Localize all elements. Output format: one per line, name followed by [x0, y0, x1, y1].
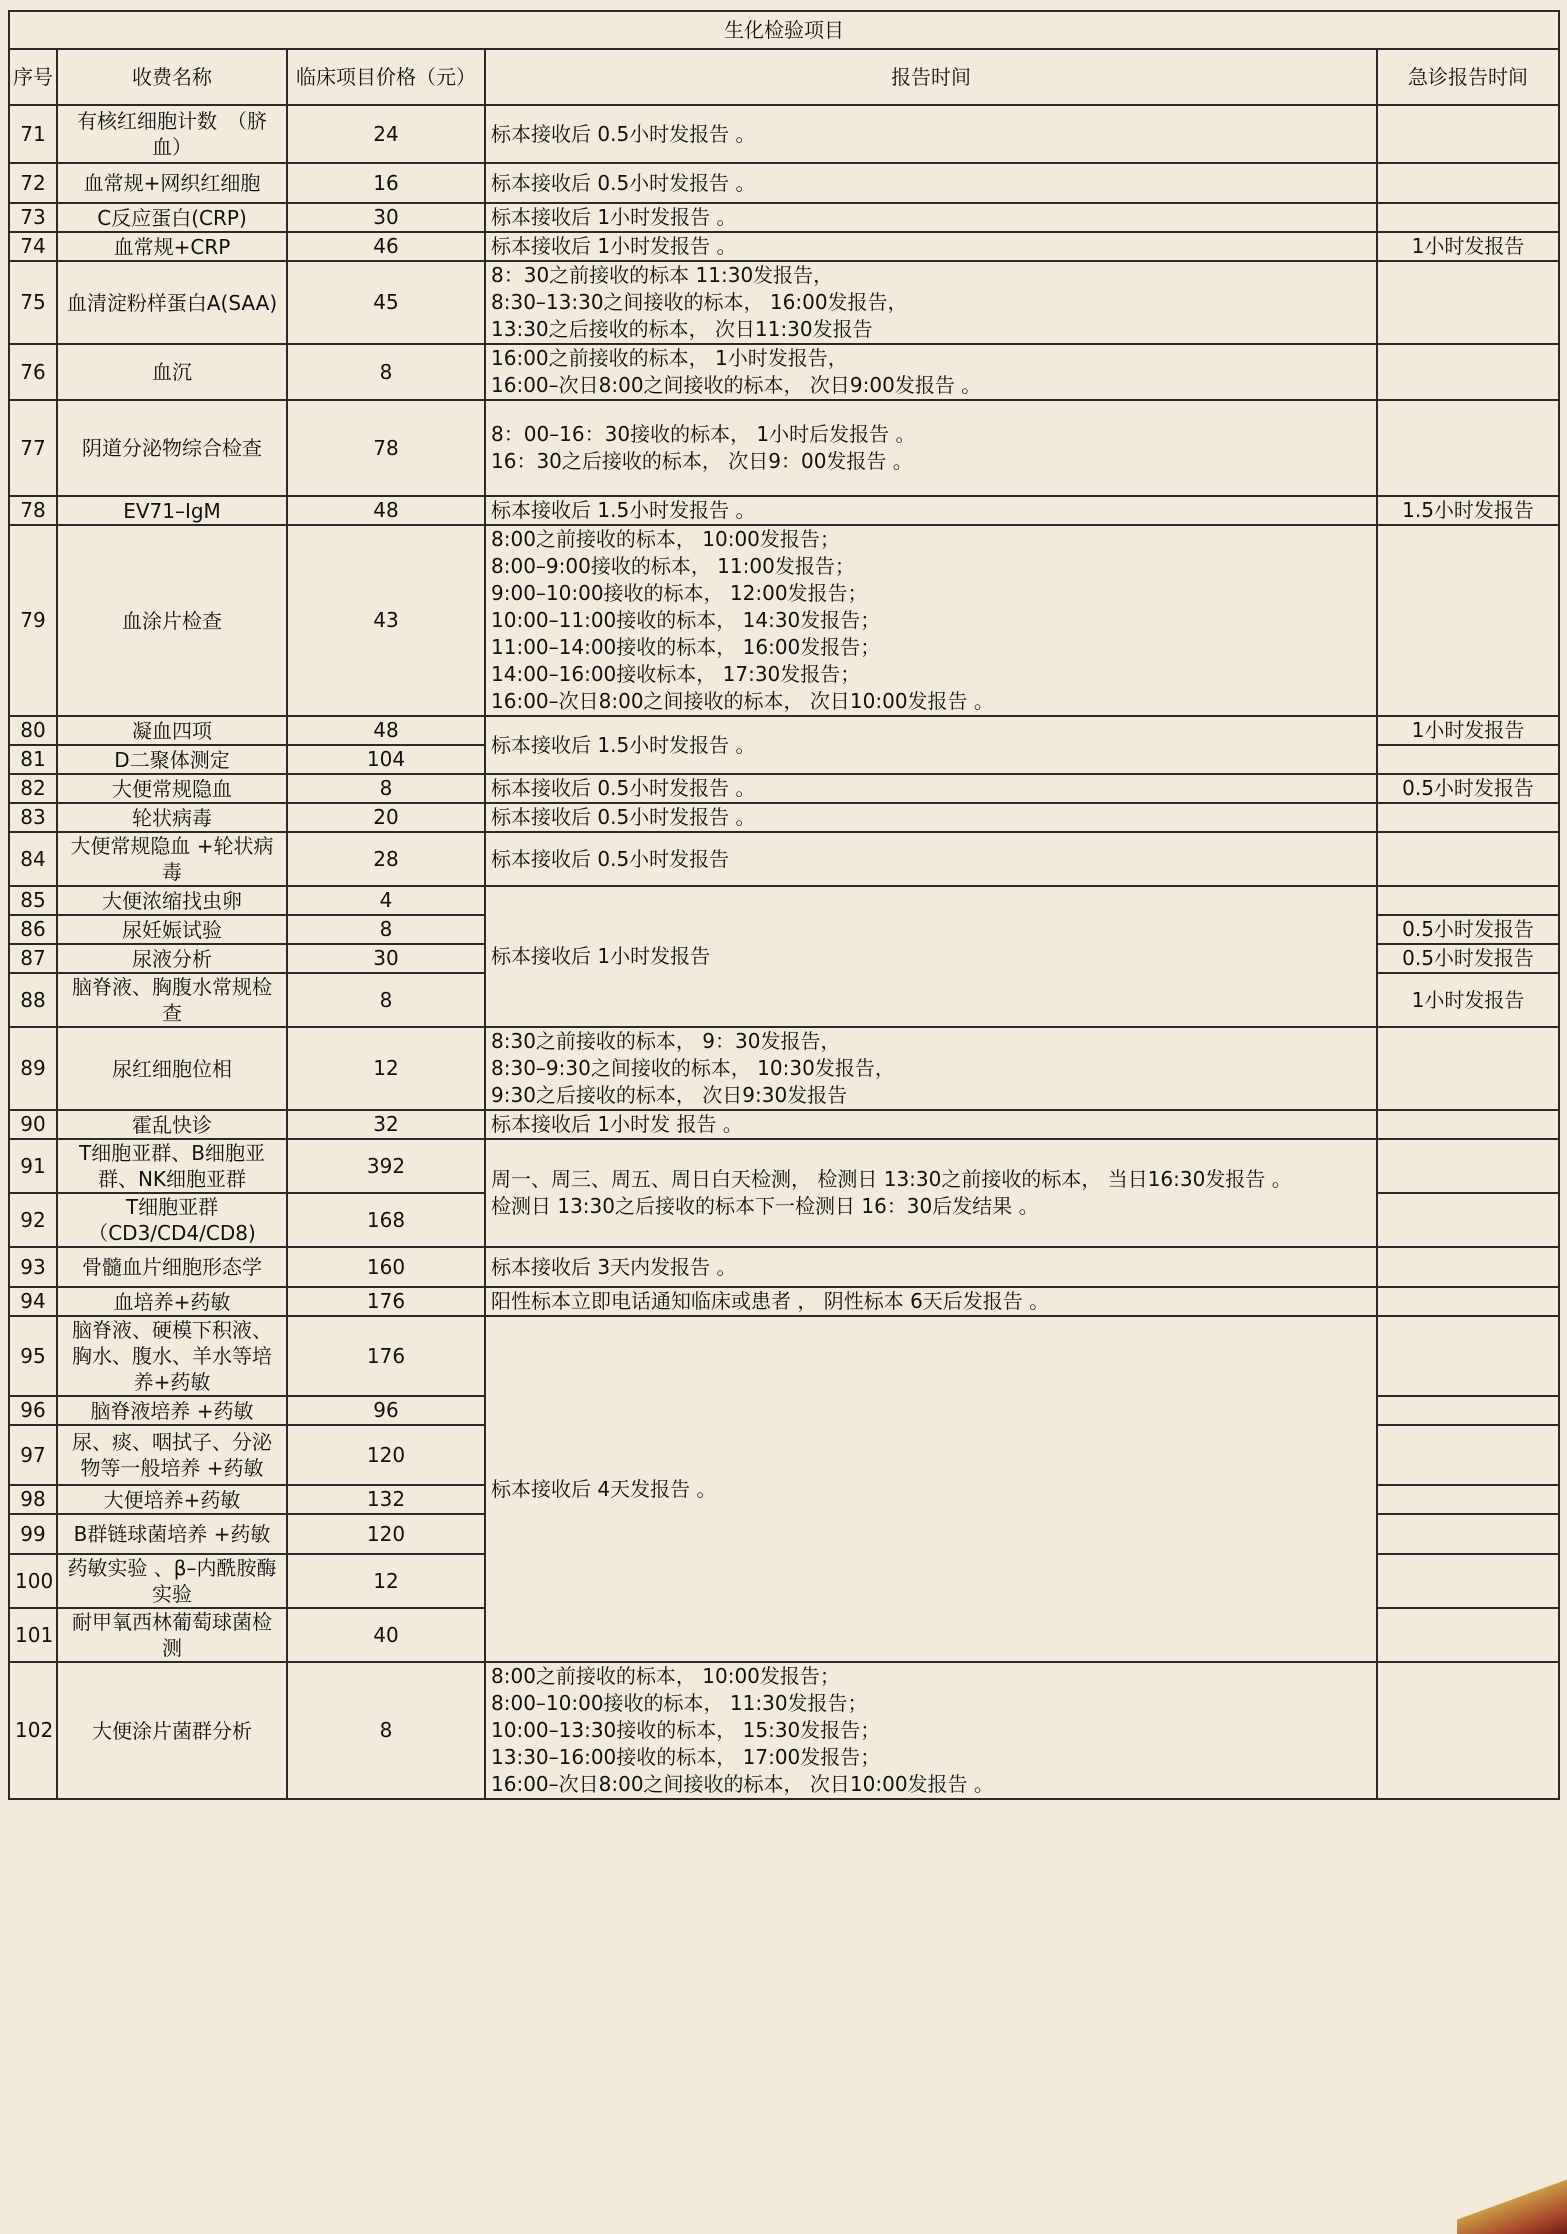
table-row: [9, 525, 1559, 716]
row-number: 73: [9, 203, 57, 232]
item-name: 尿红细胞位相: [57, 1027, 287, 1110]
table-row: [9, 1139, 1559, 1193]
row-number: 74: [9, 232, 57, 261]
row-number: 102: [9, 1662, 57, 1799]
table-row: [9, 1316, 1559, 1396]
item-name: 阴道分泌物综合检查: [57, 400, 287, 496]
row-number: 94: [9, 1287, 57, 1316]
report-time: 标本接收后 1小时发报告 。: [485, 203, 1377, 232]
emergency-time: [1377, 1485, 1559, 1514]
item-price: 8: [287, 774, 485, 803]
row-number: 97: [9, 1425, 57, 1485]
row-number: 76: [9, 344, 57, 400]
report-time: 标本接收后 0.5小时发报告 。: [485, 105, 1377, 163]
emergency-time: [1377, 1110, 1559, 1139]
report-time: 标本接收后 1小时发 报告 。: [485, 1110, 1377, 1139]
row-number: 75: [9, 261, 57, 344]
lab-items-table: [8, 10, 1560, 1800]
item-name: 大便培养+药敏: [57, 1485, 287, 1514]
emergency-time: [1377, 1608, 1559, 1662]
item-price: 4: [287, 886, 485, 915]
report-time: 标本接收后 0.5小时发报告: [485, 832, 1377, 886]
table-row: [9, 203, 1559, 232]
item-price: 20: [287, 803, 485, 832]
table-row: [9, 400, 1559, 496]
header-price: 临床项目价格（元）: [287, 49, 485, 105]
item-price: 43: [287, 525, 485, 716]
item-name: B群链球菌培养 +药敏: [57, 1514, 287, 1554]
item-name: 尿液分析: [57, 944, 287, 973]
emergency-time: 1小时发报告: [1377, 716, 1559, 745]
report-time: 标本接收后 1.5小时发报告 。: [485, 716, 1377, 774]
item-name: 脑脊液培养 +药敏: [57, 1396, 287, 1425]
emergency-time: [1377, 400, 1559, 496]
table-title: 生化检验项目: [9, 11, 1559, 49]
row-number: 79: [9, 525, 57, 716]
table-row: [9, 1662, 1559, 1799]
report-time: 标本接收后 3天内发报告 。: [485, 1247, 1377, 1287]
row-number: 95: [9, 1316, 57, 1396]
item-price: 45: [287, 261, 485, 344]
item-price: 32: [287, 1110, 485, 1139]
item-name: 大便常规隐血 +轮状病毒: [57, 832, 287, 886]
emergency-time: [1377, 203, 1559, 232]
row-number: 85: [9, 886, 57, 915]
item-price: 48: [287, 716, 485, 745]
table-row: [9, 496, 1559, 525]
item-name: 药敏实验 、β–内酰胺酶实验: [57, 1554, 287, 1608]
item-name: 有核红细胞计数 （脐血）: [57, 105, 287, 163]
item-price: 24: [287, 105, 485, 163]
row-number: 92: [9, 1193, 57, 1247]
emergency-time: 0.5小时发报告: [1377, 944, 1559, 973]
item-name: 尿妊娠试验: [57, 915, 287, 944]
emergency-time: 1小时发报告: [1377, 232, 1559, 261]
header-name: 收费名称: [57, 49, 287, 105]
table-row: [9, 803, 1559, 832]
table-row: [9, 832, 1559, 886]
item-name: D二聚体测定: [57, 745, 287, 774]
table-row: [9, 163, 1559, 203]
emergency-time: [1377, 344, 1559, 400]
item-price: 8: [287, 915, 485, 944]
emergency-time: [1377, 1027, 1559, 1110]
emergency-time: [1377, 745, 1559, 774]
item-price: 96: [287, 1396, 485, 1425]
table-row: [9, 886, 1559, 915]
report-time: 8:00之前接收的标本， 10:00发报告； 8:00–10:00接收的标本， 11:30发报告； 10:00–13:30接收的标本， 15:30发报告； 13:30–16:00接收的标本， 17:00发报告； 16:00–次日8:00之间接收的标本， 次日10:00发报告 。: [485, 1662, 1377, 1799]
header-report: 报告时间: [485, 49, 1377, 105]
item-price: 132: [287, 1485, 485, 1514]
emergency-time: [1377, 803, 1559, 832]
item-name: T细胞亚群 （CD3/CD4/CD8): [57, 1193, 287, 1247]
row-number: 90: [9, 1110, 57, 1139]
emergency-time: [1377, 261, 1559, 344]
table-row: [9, 716, 1559, 745]
emergency-time: [1377, 1554, 1559, 1608]
row-number: 91: [9, 1139, 57, 1193]
decorative-corner: [1457, 2164, 1567, 2234]
item-price: 120: [287, 1425, 485, 1485]
item-name: 轮状病毒: [57, 803, 287, 832]
report-time: 8:00之前接收的标本， 10:00发报告； 8:00–9:00接收的标本， 11:00发报告； 9:00–10:00接收的标本， 12:00发报告； 10:00–11:00接收的标本， 14:30发报告； 11:00–14:00接收的标本， 16:00发报告； 14:00–16:00接收标本， 17:30发报告； 16:00–次日8:00之间接收的标本， 次日10:00发报告 。: [485, 525, 1377, 716]
row-number: 99: [9, 1514, 57, 1554]
report-time: 标本接收后 1.5小时发报告 。: [485, 496, 1377, 525]
emergency-time: [1377, 1287, 1559, 1316]
table-row: [9, 232, 1559, 261]
row-number: 89: [9, 1027, 57, 1110]
row-number: 81: [9, 745, 57, 774]
item-name: C反应蛋白(CRP): [57, 203, 287, 232]
emergency-time: [1377, 1193, 1559, 1247]
emergency-time: [1377, 1514, 1559, 1554]
table-row: [9, 774, 1559, 803]
item-price: 12: [287, 1027, 485, 1110]
item-name: 耐甲氧西林葡萄球菌检测: [57, 1608, 287, 1662]
table-row: [9, 1247, 1559, 1287]
item-name: 大便常规隐血: [57, 774, 287, 803]
report-time: 标本接收后 1小时发报告 。: [485, 232, 1377, 261]
emergency-time: [1377, 1139, 1559, 1193]
emergency-time: 1小时发报告: [1377, 973, 1559, 1027]
row-number: 93: [9, 1247, 57, 1287]
report-time: 周一、周三、周五、周日白天检测， 检测日 13:30之前接收的标本， 当日16:30发报告 。 检测日 13:30之后接收的标本下一检测日 16：30后发结果 。: [485, 1139, 1377, 1247]
item-price: 104: [287, 745, 485, 774]
row-number: 100: [9, 1554, 57, 1608]
emergency-time: [1377, 1662, 1559, 1799]
row-number: 98: [9, 1485, 57, 1514]
item-name: 霍乱快诊: [57, 1110, 287, 1139]
report-time: 标本接收后 0.5小时发报告 。: [485, 774, 1377, 803]
item-price: 176: [287, 1287, 485, 1316]
row-number: 101: [9, 1608, 57, 1662]
item-price: 392: [287, 1139, 485, 1193]
item-price: 176: [287, 1316, 485, 1396]
item-name: 脑脊液、硬模下积液、胸水、腹水、羊水等培养+药敏: [57, 1316, 287, 1396]
emergency-time: [1377, 1316, 1559, 1396]
row-number: 71: [9, 105, 57, 163]
item-price: 46: [287, 232, 485, 261]
item-price: 8: [287, 1662, 485, 1799]
item-price: 78: [287, 400, 485, 496]
item-price: 40: [287, 1608, 485, 1662]
item-name: EV71–IgM: [57, 496, 287, 525]
emergency-time: [1377, 163, 1559, 203]
row-number: 77: [9, 400, 57, 496]
item-name: 血清淀粉样蛋白A(SAA): [57, 261, 287, 344]
item-price: 30: [287, 944, 485, 973]
row-number: 80: [9, 716, 57, 745]
report-time: 标本接收后 0.5小时发报告 。: [485, 163, 1377, 203]
item-name: 大便浓缩找虫卵: [57, 886, 287, 915]
item-name: 血常规+CRP: [57, 232, 287, 261]
report-time: 8：30之前接收的标本 11:30发报告， 8:30–13:30之间接收的标本， 16:00发报告， 13:30之后接收的标本， 次日11:30发报告: [485, 261, 1377, 344]
item-name: 脑脊液、胸腹水常规检查: [57, 973, 287, 1027]
table-row: [9, 1027, 1559, 1110]
item-price: 8: [287, 973, 485, 1027]
item-price: 48: [287, 496, 485, 525]
table-body: [9, 105, 1559, 1799]
item-price: 120: [287, 1514, 485, 1554]
row-number: 82: [9, 774, 57, 803]
report-time: 8：00–16：30接收的标本， 1小时后发报告 。 16：30之后接收的标本， 次日9：00发报告 。: [485, 400, 1377, 496]
item-name: 大便涂片菌群分析: [57, 1662, 287, 1799]
table-row: [9, 105, 1559, 163]
row-number: 78: [9, 496, 57, 525]
table-row: [9, 1110, 1559, 1139]
emergency-time: [1377, 105, 1559, 163]
emergency-time: [1377, 832, 1559, 886]
table-row: [9, 261, 1559, 344]
row-number: 83: [9, 803, 57, 832]
emergency-time: [1377, 1247, 1559, 1287]
item-name: 血沉: [57, 344, 287, 400]
header-emergency: 急诊报告时间: [1377, 49, 1559, 105]
item-name: 凝血四项: [57, 716, 287, 745]
item-price: 160: [287, 1247, 485, 1287]
item-name: 骨髓血片细胞形态学: [57, 1247, 287, 1287]
report-time: 阳性标本立即电话通知临床或患者 ， 阴性标本 6天后发报告 。: [485, 1287, 1377, 1316]
report-time: 16:00之前接收的标本， 1小时发报告， 16:00–次日8:00之间接收的标本， 次日9:00发报告 。: [485, 344, 1377, 400]
item-name: 尿、痰、咽拭子、分泌物等一般培养 +药敏: [57, 1425, 287, 1485]
item-price: 16: [287, 163, 485, 203]
emergency-time: [1377, 1425, 1559, 1485]
row-number: 88: [9, 973, 57, 1027]
item-price: 30: [287, 203, 485, 232]
row-number: 87: [9, 944, 57, 973]
emergency-time: [1377, 525, 1559, 716]
emergency-time: [1377, 886, 1559, 915]
table-row: [9, 1287, 1559, 1316]
emergency-time: 1.5小时发报告: [1377, 496, 1559, 525]
report-time: 标本接收后 0.5小时发报告 。: [485, 803, 1377, 832]
report-time: 标本接收后 4天发报告 。: [485, 1316, 1377, 1662]
report-time: 标本接收后 1小时发报告: [485, 886, 1377, 1027]
report-time: 8:30之前接收的标本， 9：30发报告， 8:30–9:30之间接收的标本， 10:30发报告， 9:30之后接收的标本， 次日9:30发报告: [485, 1027, 1377, 1110]
table-row: [9, 344, 1559, 400]
row-number: 84: [9, 832, 57, 886]
item-name: 血常规+网织红细胞: [57, 163, 287, 203]
item-name: 血培养+药敏: [57, 1287, 287, 1316]
item-price: 28: [287, 832, 485, 886]
row-number: 96: [9, 1396, 57, 1425]
item-name: 血涂片检查: [57, 525, 287, 716]
emergency-time: 0.5小时发报告: [1377, 774, 1559, 803]
item-price: 12: [287, 1554, 485, 1608]
emergency-time: 0.5小时发报告: [1377, 915, 1559, 944]
row-number: 86: [9, 915, 57, 944]
item-price: 8: [287, 344, 485, 400]
item-name: T细胞亚群、B细胞亚群、NK细胞亚群: [57, 1139, 287, 1193]
header-seq: 序号: [9, 49, 57, 105]
item-price: 168: [287, 1193, 485, 1247]
row-number: 72: [9, 163, 57, 203]
emergency-time: [1377, 1396, 1559, 1425]
